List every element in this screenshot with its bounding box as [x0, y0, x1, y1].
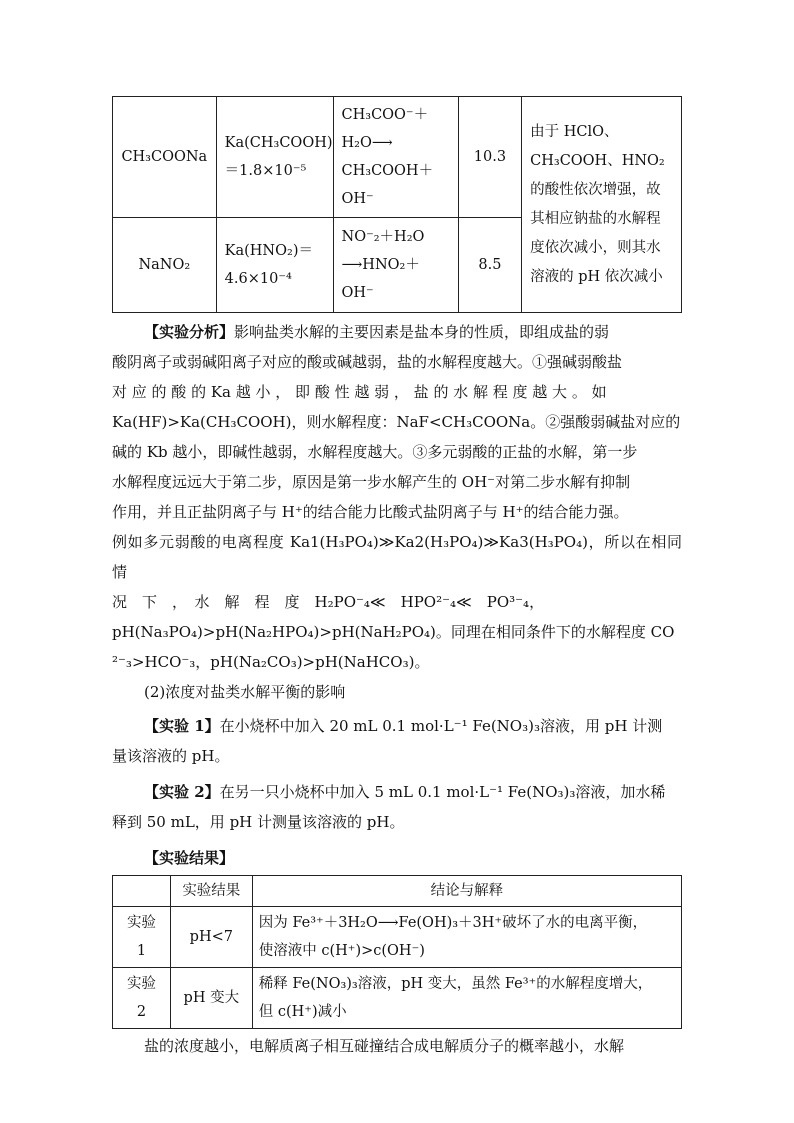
result-cell: pH 变大	[170, 968, 252, 1029]
closing-paragraph: 盐的浓度越小，电解质离子相互碰撞结合成电解质分子的概率越小，水解	[144, 1037, 625, 1055]
conclusion-cell: 稀释 Fe(NO₃)₃溶液，pH 变大，虽然 Fe³⁺的水解程度增大， 但 c(H⁺)减小	[252, 968, 681, 1029]
salt-cell: CH₃COONa	[113, 97, 217, 218]
analysis-line: Ka(HF)>Ka(CH₃COOH)，则水解程度：NaF<CH₃COONa。②强酸弱碱盐对应的	[112, 413, 681, 431]
experiment-line: 【实验 2】在另一只小烧杯中加入 5 mL 0.1 mol·L⁻¹ Fe(NO₃)₃溶液，加水稀	[144, 783, 666, 801]
analysis-line: ²⁻₃>HCO⁻₃，pH(Na₂CO₃)>pH(NaHCO₃)。	[112, 653, 430, 671]
table-row	[113, 907, 682, 968]
header-cell: 结论与解释	[252, 876, 681, 907]
analysis-line: 作用，并且正盐阴离子与 H⁺的结合能力比酸式盐阴离子与 H⁺的结合能力强。	[112, 503, 629, 521]
document-page	[112, 96, 682, 1061]
experiment-line: 【实验 1】在小烧杯中加入 20 mL 0.1 mol·L⁻¹ Fe(NO₃)₃溶液，用 pH 计测	[144, 717, 663, 735]
analysis-heading: 【实验分析】	[144, 323, 235, 341]
analysis-line: 况 下 ， 水 解 程 度 H₂PO⁻₄≪ HPO²⁻₄≪ PO³⁻₄，	[112, 593, 545, 611]
experiment-name-cell: 实验 2	[113, 968, 171, 1029]
ka-cell: Ka(HNO₂)＝ 4.6×10⁻⁴	[216, 218, 333, 313]
conclusion-cell: 因为 Fe³⁺＋3H₂O⟶Fe(OH)₃＋3H⁺破坏了水的电离平衡， 使溶液中 c(H⁺)>c(OH⁻)	[252, 907, 681, 968]
salt-hydrolysis-table	[112, 96, 682, 313]
analysis-line: 酸阴离子或弱碱阳离子对应的酸或碱越弱，盐的水解程度越大。①强碱弱酸盐	[112, 353, 623, 371]
analysis-line: pH(Na₃PO₄)>pH(Na₂HPO₄)>pH(NaH₂PO₄)。同理在相同条件下的水解程度 CO	[112, 623, 675, 641]
header-cell: 实验结果	[170, 876, 252, 907]
experiment-1	[112, 711, 682, 771]
salt-cell: NaNO₂	[113, 218, 217, 313]
table-header-row	[113, 876, 682, 907]
header-cell	[113, 876, 171, 907]
table-row	[113, 97, 682, 218]
analysis-line: 碱的 Kb 越小，即碱性越弱，水解程度越大。③多元弱酸的正盐的水解，第一步	[112, 443, 638, 461]
experiment-line: 释到 50 mL，用 pH 计测量该溶液的 pH。	[112, 813, 405, 831]
analysis-line: 【实验分析】影响盐类水解的主要因素是盐本身的性质，即组成盐的弱	[112, 317, 682, 347]
analysis-line: 对 应 的 酸 的 Ka 越 小 ， 即 酸 性 越 弱 ， 盐 的 水 解 程 度 越 大 。 如	[112, 383, 607, 401]
analysis-line: 水解程度远远大于第二步，原因是第一步水解产生的 OH⁻对第二步水解有抑制	[112, 473, 631, 491]
equation-cell: CH₃COO⁻＋ H₂O⟶ CH₃COOH＋ OH⁻	[333, 97, 458, 218]
explanation-cell: 由于 HClO、 CH₃COOH、HNO₂ 的酸性依次增强，故 其相应钠盐的水解程 度依次减小，则其水 溶液的 pH 依次减小	[522, 97, 682, 313]
results-table	[112, 875, 682, 1029]
experiment-2	[112, 777, 682, 837]
results-heading: 【实验结果】	[144, 849, 235, 867]
section-title: (2)浓度对盐类水解平衡的影响	[144, 683, 346, 701]
result-cell: pH<7	[170, 907, 252, 968]
ph-cell: 8.5	[458, 218, 521, 313]
analysis-line: 例如多元弱酸的电离程度 Ka1(H₃PO₄)≫Ka2(H₃PO₄)≫Ka3(H₃PO₄)，所以在相同情	[112, 533, 682, 581]
ph-cell: 10.3	[458, 97, 521, 218]
experiment-label: 【实验 1】	[144, 717, 220, 735]
experiment-label: 【实验 2】	[144, 783, 220, 801]
ka-cell: Ka(CH₃COOH) ＝1.8×10⁻⁵	[216, 97, 333, 218]
experiment-name-cell: 实验 1	[113, 907, 171, 968]
analysis-section	[112, 317, 682, 677]
equation-cell: NO⁻₂＋H₂O ⟶HNO₂＋ OH⁻	[333, 218, 458, 313]
experiment-line: 量该溶液的 pH。	[112, 747, 230, 765]
table-row	[113, 968, 682, 1029]
